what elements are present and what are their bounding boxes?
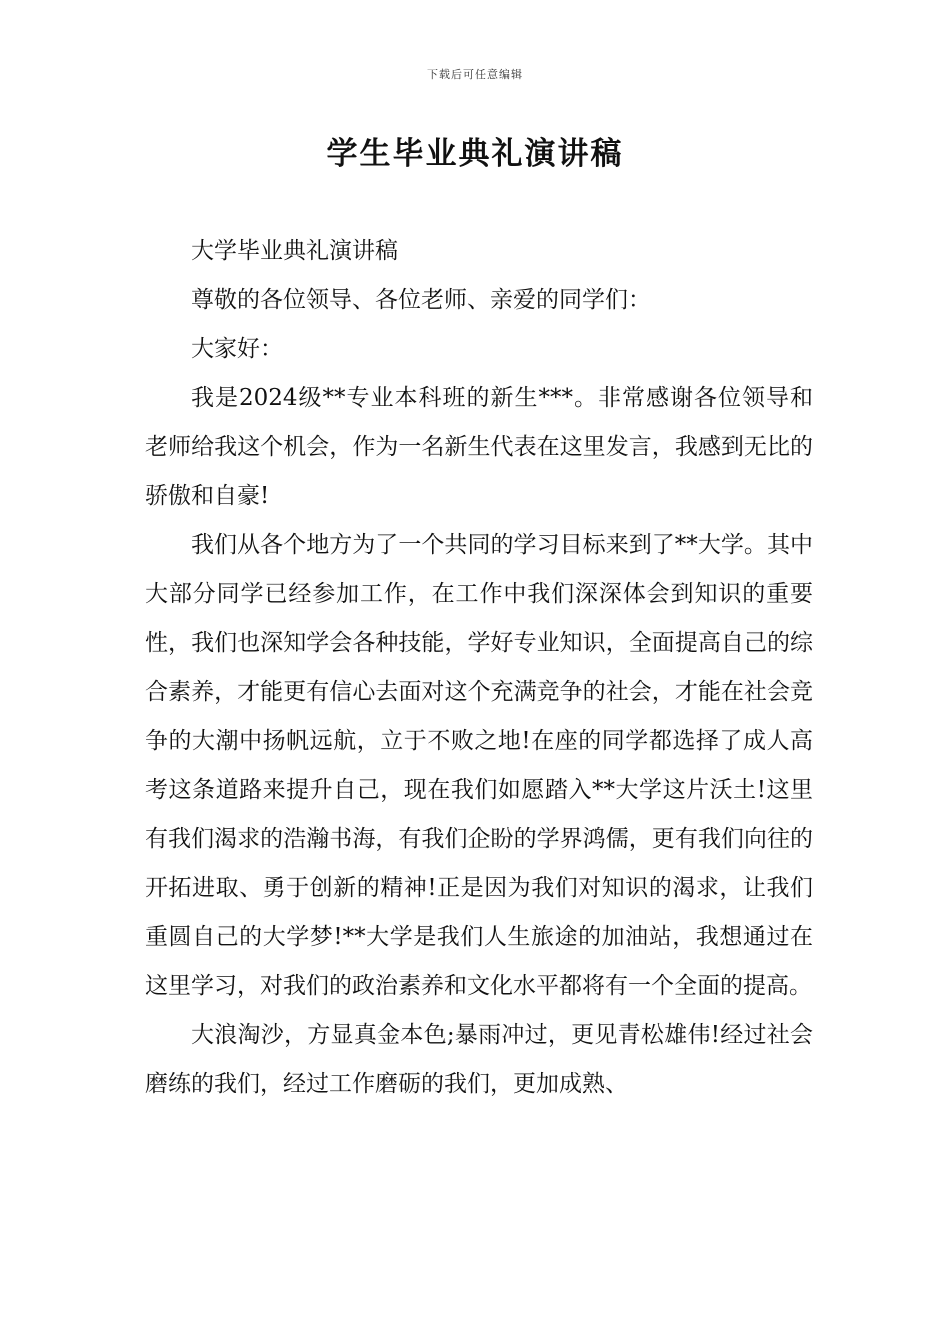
paragraph-salutation: 尊敬的各位领导、各位老师、亲爱的同学们： [191,287,651,313]
paragraph-greeting: 大家好： [191,336,283,362]
document-title: 学生毕业典礼演讲稿 [326,136,624,172]
paragraph-introduction: 我是2024级**专业本科班的新生***。非常感谢各位领导和老师给我这个机会，作为一名新生代表在这里发言，我感到无比的骄傲和自豪! [145,385,813,509]
paragraph-subtitle: 大学毕业典礼演讲稿 [191,238,398,264]
header-note: 下载后可任意编辑 [427,68,523,81]
paragraph-closing: 大浪淘沙，方显真金本色;暴雨冲过，更见青松雄伟!经过社会磨练的我们，经过工作磨砺的我们，更加成熟、 [145,1022,813,1097]
paragraph-main: 我们从各个地方为了一个共同的学习目标来到了**大学。其中大部分同学已经参加工作，在工作中我们深深体会到知识的重要性，我们也深知学会各种技能，学好专业知识，全面提高自己的综合素养，才能更有信心去面对这个充满竞争的社会，才能在社会竞争的大潮中扬帆远航，立于不败之地!在座的同学都选择了成人高考这条道路来提升自己，现在我们如愿踏入**大学这片沃土!这里有我们渴求的浩瀚书海，有我们企盼的学界鸿儒，更有我们向往的开拓进取、勇于创新的精神!正是因为我们对知识的渴求，让我们重圆自己的大学梦!**大学是我们人生旅途的加油站，我想通过在这里学习，对我们的政治素养和文化水平都将有一个全面的提高。 [145,532,813,999]
document-body [145,227,813,1109]
